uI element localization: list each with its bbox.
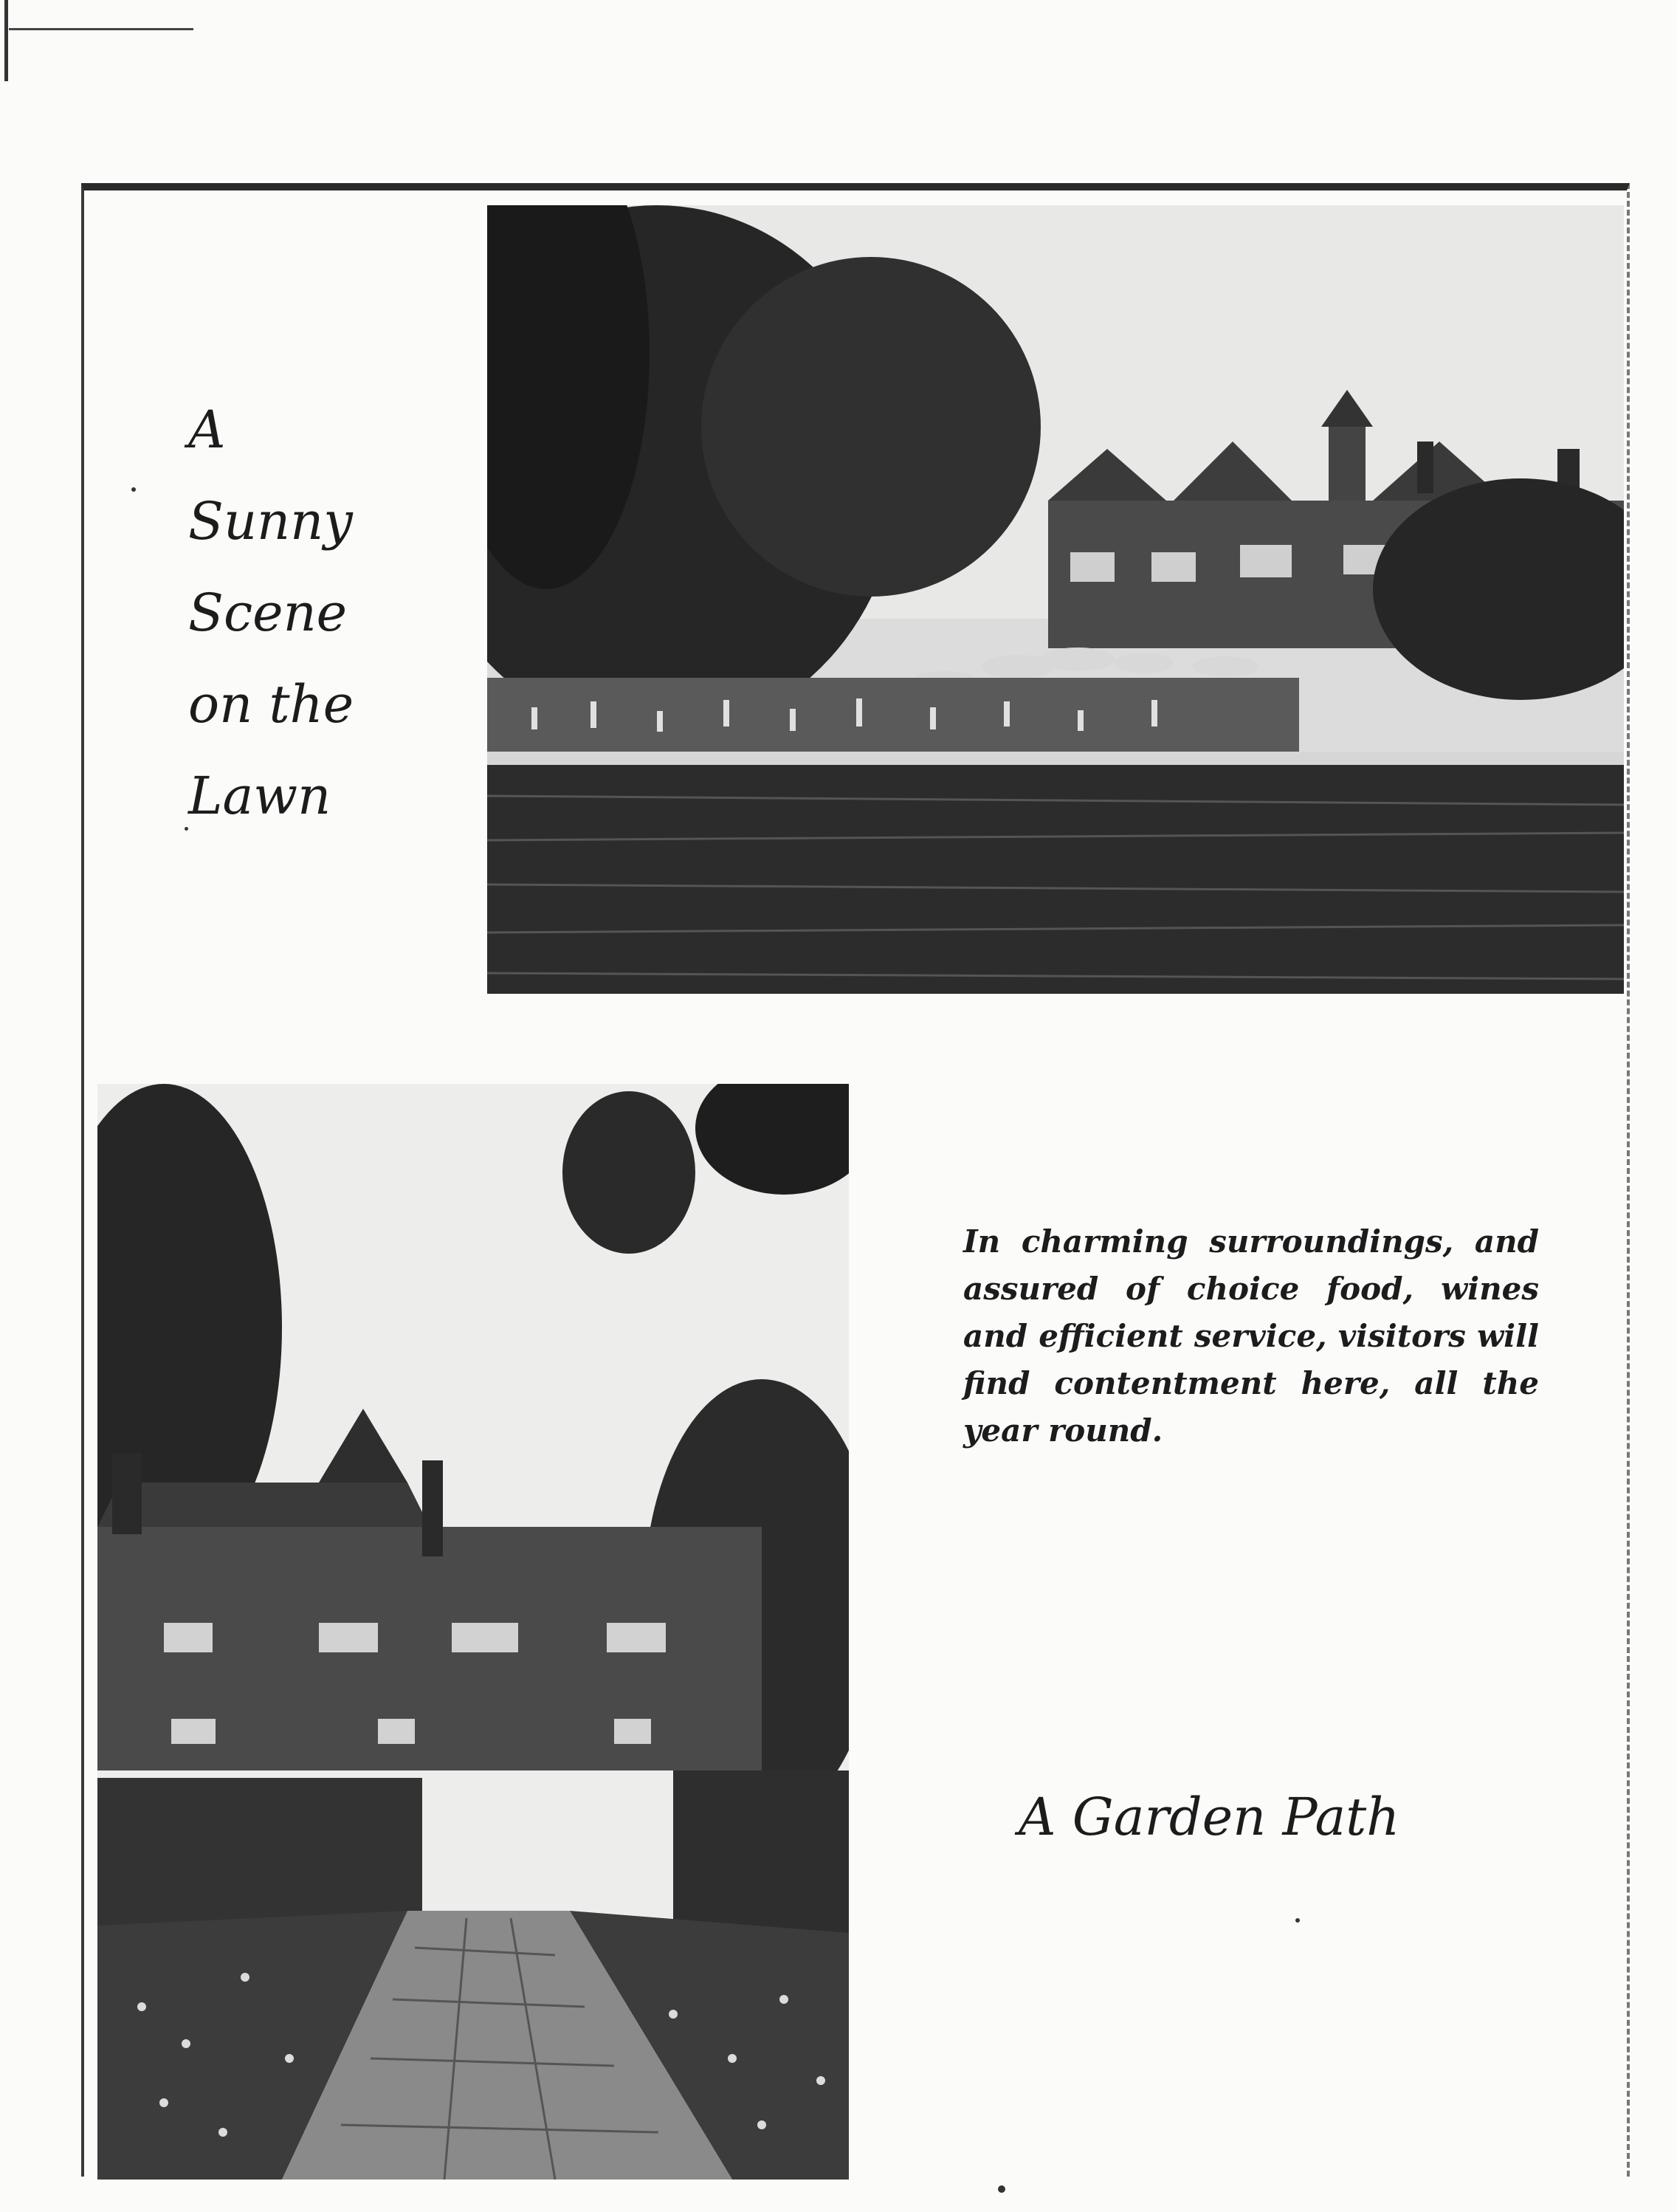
garden-path-title: A Garden Path [1019,1787,1400,1847]
page-edge-mark [4,0,8,81]
brochure-caption: In charming surroundings, and assured of choice food, wines and efficient service, visitors will find contentment here, all the year round. [963,1223,1539,1449]
scan-speck [185,827,188,831]
lawn-scene-title [188,384,410,842]
lawn-title-line: A [188,399,226,460]
lawn-title-line: Lawn [188,766,331,826]
scan-speck [131,487,136,492]
lawn-title-line: Sunny [188,491,353,552]
lawn-river-photo [487,205,1624,994]
scan-speck [998,2185,1005,2193]
lawn-title-line: Scene [188,583,348,643]
scan-speck [1295,1918,1300,1923]
garden-path-photo [97,1084,849,2180]
lawn-title-line: on the [188,674,354,735]
corner-rule [9,28,193,30]
